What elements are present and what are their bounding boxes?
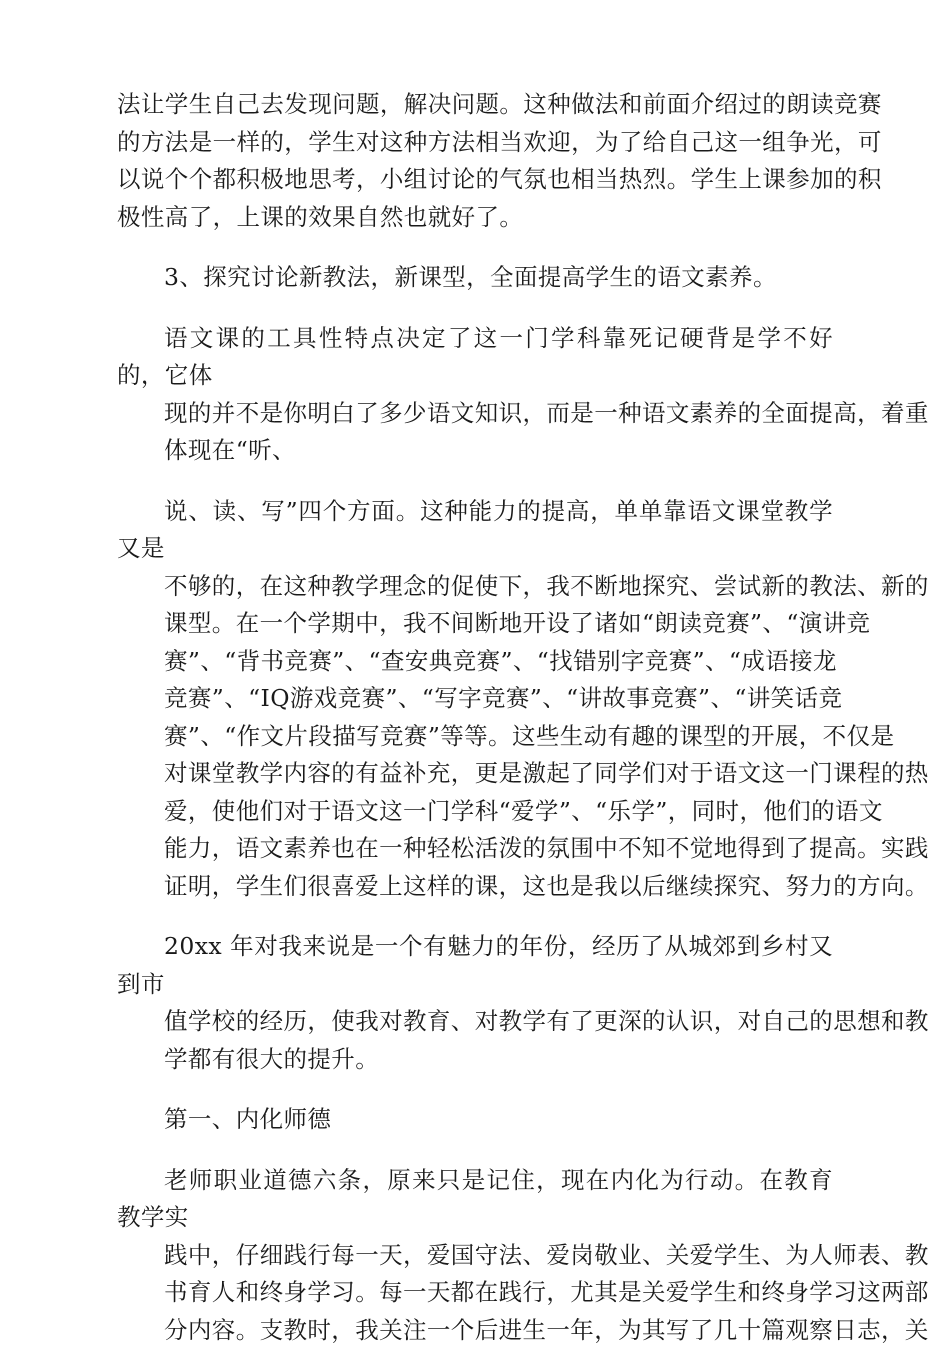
section-heading <box>117 1101 833 1139</box>
text-line: 课型。在一个学期中，我不间断地开设了诸如“朗读竞赛”、“演讲竞 <box>164 609 871 637</box>
text-line: 对课堂教学内容的有益补充，更是激起了同学们对于语文这一门课程的热 <box>164 759 929 787</box>
paragraph <box>117 493 929 906</box>
text-line: 不够的，在这种教学理念的促使下，我不断地探究、尝试新的教法、新的 <box>164 571 929 600</box>
text-line: 3、探究讨论新教法，新课型，全面提高学生的语文素养。 <box>164 263 777 291</box>
text-line: 法让学生自己去发现问题，解决问题。这种做法和前面介绍过的朗读竞赛 <box>117 90 882 118</box>
text-line: 老师职业道德六条，原来只是记住，现在内化为行动。在教育教学实 <box>117 1165 833 1231</box>
text-line: 书育人和终身学习。每一天都在践行，尤其是关爱学生和终身学习这两部 <box>164 1278 929 1306</box>
text-line: 20xx 年对我来说是一个有魅力的年份，经历了从城郊到乡村又到市 <box>117 932 833 998</box>
document-page <box>117 86 929 1372</box>
text-line: 语文课的工具性特点决定了这一门学科靠死记硬背是学不好的，它体 <box>117 323 833 389</box>
text-line: 值学校的经历，使我对教育、对教学有了更深的认识，对自己的思想和教 <box>164 1007 929 1035</box>
text-line: 以说个个都积极地思考，小组讨论的气氛也相当热烈。学生上课参加的积 <box>117 165 882 193</box>
paragraph <box>117 320 929 470</box>
paragraph <box>117 1162 929 1350</box>
text-line: 竞赛”、“IQ游戏竞赛”、“写字竞赛”、“讲故事竞赛”、“讲笑话竞 <box>164 684 843 712</box>
text-line: 赛”、“背书竞赛”、“查安典竞赛”、“找错别字竞赛”、“成语接龙 <box>164 646 837 675</box>
text-line: 证明，学生们很喜爱上这样的课，这也是我以后继续探究、努力的方向。 <box>164 871 929 900</box>
text-line: 分内容。支教时，我关注一个后进生一年，为其写了几十篇观察日志，关 <box>164 1315 929 1344</box>
paragraph <box>117 928 929 1078</box>
text-line: 体现在“听、 <box>164 436 296 464</box>
text-line: 的方法是一样的，学生对这种方法相当欢迎，为了给自己这一组争光，可 <box>117 127 882 156</box>
text-line: 现的并不是你明白了多少语文知识，而是一种语文素养的全面提高，着重 <box>164 398 929 427</box>
text-line: 践中，仔细践行每一天，爱国守法、爱岗敬业、关爱学生、为人师表、教 <box>164 1240 929 1269</box>
text-line: 爱，使他们对于语文这一门学科“爱学”、“乐学”，同时，他们的语文 <box>164 796 883 825</box>
text-line: 极性高了，上课的效果自然也就好了。 <box>117 202 524 231</box>
text-line: 第一、内化师德 <box>164 1105 332 1133</box>
text-line: 能力，语文素养也在一种轻松活泼的氛围中不知不觉地得到了提高。实践 <box>164 834 929 862</box>
text-line: 说、读、写”四个方面。这种能力的提高，单单靠语文课堂教学又是 <box>117 496 833 562</box>
paragraph <box>117 86 882 236</box>
text-line: 赛”、“作文片段描写竞赛”等等。这些生动有趣的课型的开展，不仅是 <box>164 721 895 750</box>
section-heading <box>117 259 833 297</box>
text-line: 学都有很大的提升。 <box>164 1044 380 1073</box>
